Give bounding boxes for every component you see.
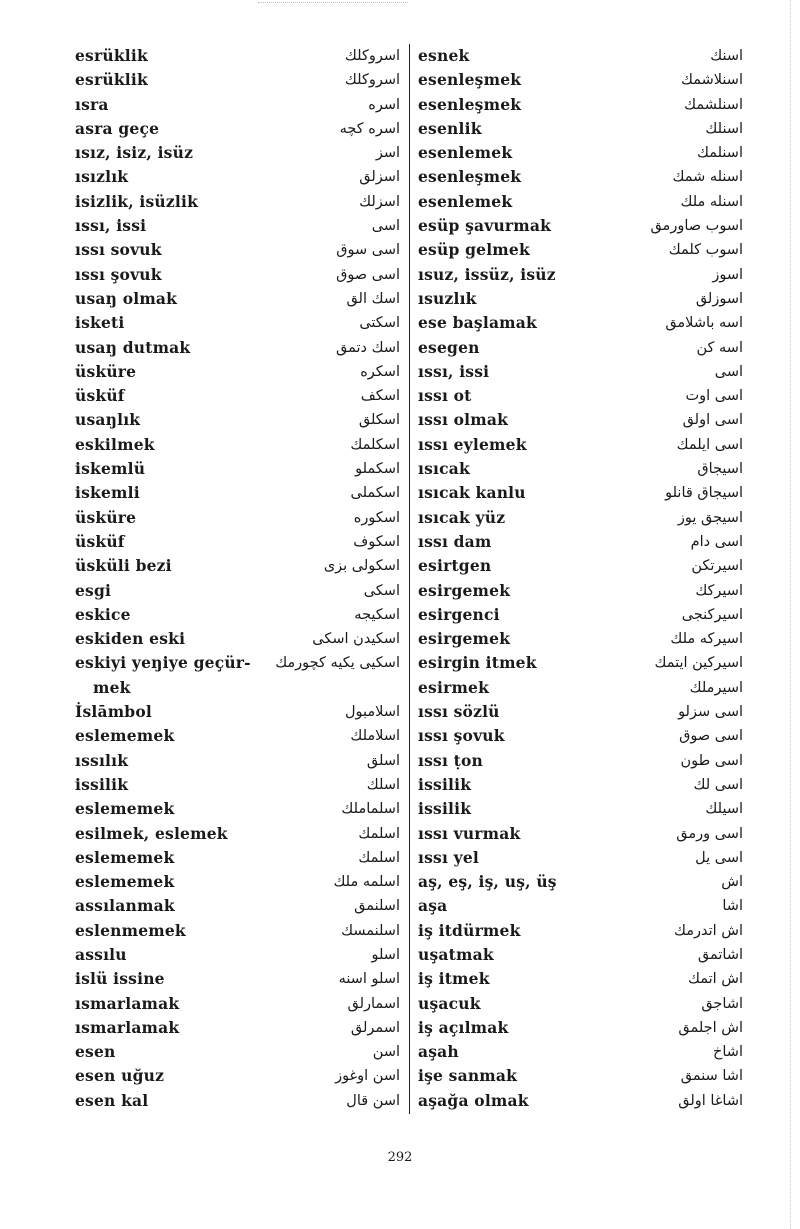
entry-arabic: اشا (722, 898, 743, 915)
entry-latin: issilik (418, 799, 472, 819)
dictionary-entry (418, 894, 743, 918)
dictionary-entry (75, 724, 400, 748)
entry-arabic: اسى صوق (679, 728, 743, 745)
entry-arabic: اسنله ملك (680, 193, 743, 210)
entry-latin: eslememek (75, 799, 175, 819)
entry-arabic: اسه باشلامق (665, 315, 743, 332)
entry-latin: esenleşmek (418, 94, 522, 114)
entry-latin: esüp gelmek (418, 240, 530, 260)
entry-latin: ıssı ṭon (418, 750, 483, 770)
entry-arabic: اسن اوغوز (335, 1068, 400, 1085)
entry-arabic: اسيجاق قانلو (665, 485, 743, 502)
dictionary-entry (418, 579, 743, 603)
entry-latin: eskilmek (75, 434, 155, 454)
column-divider (409, 44, 410, 1114)
entry-latin: iş itmek (418, 969, 490, 989)
dictionary-entry (75, 846, 400, 870)
page-number: 292 (387, 1150, 413, 1165)
entry-latin: esenlemek (418, 191, 513, 211)
dictionary-entry (75, 700, 400, 724)
dictionary-entry (75, 1089, 400, 1113)
entry-latin: ıssı olmak (418, 410, 509, 430)
entry-arabic: اسى ايلمك (676, 436, 743, 453)
entry-arabic: اسلماملك (341, 801, 400, 818)
entry-arabic: اسكتى (359, 315, 400, 332)
dictionary-entry (418, 287, 743, 311)
dictionary-entry (75, 797, 400, 821)
dictionary-entry (418, 846, 743, 870)
entry-arabic: اسلامبول (345, 704, 400, 721)
dictionary-entry (75, 676, 400, 700)
entry-arabic: اش اتدرمك (673, 922, 743, 939)
dictionary-entry (75, 822, 400, 846)
entry-arabic: اسوب كلمك (668, 242, 743, 259)
entry-latin: issilik (418, 774, 472, 794)
entry-arabic: اسلمك (358, 849, 400, 866)
entry-latin: esirgemek (418, 629, 511, 649)
dictionary-entry (75, 530, 400, 554)
dictionary-entry (418, 336, 743, 360)
entry-latin: aş, eş, iş, uş, üş (418, 872, 557, 892)
dictionary-entry (75, 627, 400, 651)
dictionary-entry (75, 773, 400, 797)
entry-arabic: اسزلك (359, 193, 400, 210)
entry-arabic: اسى اولق (682, 412, 743, 429)
dictionary-entry (75, 992, 400, 1016)
entry-latin: ısmarlamak (75, 993, 180, 1013)
entry-arabic: اسك دتمق (336, 339, 400, 356)
entry-arabic: اسيجق يوز (677, 509, 743, 526)
entry-arabic: اسه كن (696, 339, 743, 356)
dictionary-entry (418, 822, 743, 846)
dictionary-entry (75, 481, 400, 505)
entry-arabic: اسنلمك (697, 145, 743, 162)
entry-arabic: اسكى (363, 582, 400, 599)
entry-arabic: اسى (714, 363, 743, 380)
entry-latin: iskemli (75, 483, 140, 503)
entry-latin: esenleşmek (418, 70, 522, 90)
entry-latin: eslememek (75, 726, 175, 746)
entry-arabic: اسن قال (346, 1092, 400, 1109)
entry-arabic: اسمرلق (350, 1019, 400, 1036)
dictionary-entry (418, 603, 743, 627)
entry-arabic: اش اتمك (687, 971, 743, 988)
entry-arabic: اسكره (360, 363, 400, 380)
dictionary-entry (418, 238, 743, 262)
dictionary-entry (75, 238, 400, 262)
entry-latin: ısız, isiz, isüz (75, 143, 194, 163)
dictionary-entry (75, 506, 400, 530)
entry-arabic: اسكوره (353, 509, 400, 526)
dictionary-entry (418, 263, 743, 287)
entry-latin: esrüklik (75, 70, 148, 90)
entry-arabic: اسنلاشمك (681, 72, 743, 89)
entry-latin: esgi (75, 580, 112, 600)
entry-latin: esenlik (418, 118, 482, 138)
entry-latin: üsküf (75, 531, 125, 551)
right-column (418, 44, 743, 1113)
entry-arabic: اسروكلك (344, 48, 400, 64)
entry-arabic: اسيجاق (697, 461, 743, 478)
entry-latin: uşacuk (418, 993, 481, 1013)
entry-latin: assılanmak (75, 896, 175, 916)
entry-latin: ese başlamak (418, 313, 537, 333)
entry-arabic: اشا سنمق (680, 1068, 743, 1085)
dictionary-entry (75, 433, 400, 457)
entry-latin: ısmarlamak (75, 1017, 180, 1037)
entry-arabic: اسلك (366, 776, 400, 793)
entry-latin: ısızlık (75, 167, 129, 187)
dictionary-entry (418, 165, 743, 189)
entry-arabic: اسن (372, 1044, 400, 1061)
dictionary-entry (418, 919, 743, 943)
entry-arabic: اسى دام (690, 533, 743, 550)
scan-artifact (258, 2, 408, 7)
entry-arabic: اشاخ (713, 1044, 743, 1061)
entry-arabic: اسيركنجى (681, 606, 743, 623)
entry-latin: ıssı sözlü (418, 702, 500, 722)
dictionary-entry (418, 408, 743, 432)
dictionary-entry (75, 360, 400, 384)
dictionary-entry (75, 894, 400, 918)
entry-latin: isizlik, isüzlik (75, 191, 199, 211)
dictionary-entry (418, 1040, 743, 1064)
entry-latin: üsküf (75, 386, 125, 406)
entry-arabic: اسكملو (355, 461, 400, 478)
dictionary-entry (75, 165, 400, 189)
entry-latin: ısuz, issüz, isüz (418, 264, 556, 284)
entry-latin: esüp şavurmak (418, 216, 552, 236)
dictionary-entry (418, 967, 743, 991)
entry-latin: esen (75, 1042, 116, 1062)
entry-arabic: اسلنمق (354, 898, 400, 915)
entry-latin: esegen (418, 337, 480, 357)
entry-latin: esirgenci (418, 604, 500, 624)
dictionary-entry (418, 749, 743, 773)
entry-arabic: اسنلشمك (684, 96, 743, 113)
dictionary-entry (418, 481, 743, 505)
entry-arabic: اش (721, 874, 743, 891)
entry-latin: esirgin itmek (418, 653, 537, 673)
entry-latin: esen uğuz (75, 1066, 165, 1086)
entry-arabic: اسنله شمك (672, 169, 743, 186)
entry-arabic: اسلمه ملك (333, 874, 400, 891)
entry-arabic: اسكولى بزى (323, 558, 400, 575)
entry-latin: issilik (75, 774, 129, 794)
entry-arabic: اسكلق (358, 412, 400, 429)
entry-latin: ıssı dam (418, 531, 492, 551)
dictionary-entry (418, 554, 743, 578)
entry-latin: eskiyi yeŋiye geçür- (75, 653, 251, 673)
entry-arabic: اسيركه ملك (670, 631, 743, 648)
entry-latin: uşatmak (418, 944, 494, 964)
entry-arabic: اسكيى يكيه كچورمك (275, 655, 400, 672)
entry-arabic: اشاتمق (697, 946, 743, 963)
entry-arabic: اسز (375, 145, 400, 162)
dictionary-entry (418, 700, 743, 724)
dictionary-entry (75, 967, 400, 991)
entry-arabic: اسوز (712, 266, 743, 283)
entry-arabic: اسروكلك (344, 72, 400, 89)
dictionary-entry (75, 190, 400, 214)
entry-arabic: اسلنمسك (341, 922, 400, 939)
entry-arabic: اسوزلق (695, 290, 743, 307)
dictionary-entry (418, 651, 743, 675)
dictionary-entry (75, 117, 400, 141)
entry-latin: ıssı şovuk (75, 264, 162, 284)
entry-latin: islü issine (75, 969, 165, 989)
dictionary-entry (418, 992, 743, 1016)
entry-latin: esirmek (418, 677, 490, 697)
entry-arabic: اسكف (360, 388, 400, 405)
dictionary-entry (75, 141, 400, 165)
entry-latin: asra geçe (75, 118, 160, 138)
entry-arabic: اسى يل (695, 849, 743, 866)
entry-latin: isketi (75, 313, 125, 333)
dictionary-entry (75, 919, 400, 943)
dictionary-entry (418, 190, 743, 214)
entry-latin: İslāmbol (75, 702, 152, 722)
dictionary-entry (75, 579, 400, 603)
entry-latin: ısuzlık (418, 288, 477, 308)
entry-latin: esenlemek (418, 143, 513, 163)
dictionary-entry (418, 433, 743, 457)
entry-arabic: اسكوف (353, 533, 400, 550)
entry-latin: üsküre (75, 361, 137, 381)
entry-latin: eslememek (75, 872, 175, 892)
entry-latin: üsküli bezi (75, 556, 172, 576)
entry-arabic: اسيركين ايتمك (654, 655, 743, 672)
dictionary-entry (418, 943, 743, 967)
entry-latin: üsküre (75, 507, 137, 527)
dictionary-entry (418, 360, 743, 384)
entry-latin: eskiden eski (75, 629, 186, 649)
entry-arabic: اسكيدن اسكى (312, 631, 400, 648)
entry-latin: ıssı, issi (418, 361, 490, 381)
entry-latin: ıssı sovuk (75, 240, 162, 260)
entry-arabic: اسكملى (350, 485, 400, 502)
dictionary-entry (75, 384, 400, 408)
entry-arabic: اسلو اسنه (338, 971, 400, 988)
dictionary-entry (75, 336, 400, 360)
entry-arabic: اسره كچه (339, 120, 400, 137)
entry-latin: usaŋ olmak (75, 288, 178, 308)
entry-latin: iş açılmak (418, 1017, 509, 1037)
dictionary-entry (75, 749, 400, 773)
entry-latin: ıssı, issi (75, 216, 147, 236)
entry-arabic: اسوب صاورمق (650, 218, 743, 235)
entry-latin: iş itdürmek (418, 920, 521, 940)
entry-arabic: اسلو (371, 946, 400, 963)
dictionary-entry (418, 117, 743, 141)
left-column (75, 44, 400, 1113)
dictionary-entry (418, 724, 743, 748)
dictionary-entry (75, 943, 400, 967)
dictionary-entry (75, 603, 400, 627)
entry-arabic: اشاجق (701, 995, 743, 1012)
entry-arabic: اسزلق (359, 169, 400, 186)
entry-arabic: اسى لك (693, 776, 743, 793)
entry-latin: mek (93, 677, 131, 697)
entry-latin: esirgemek (418, 580, 511, 600)
entry-latin: ısıcak yüz (418, 507, 506, 527)
dictionary-entry (418, 506, 743, 530)
dictionary-entry (75, 1016, 400, 1040)
entry-latin: ısra (75, 94, 109, 114)
entry-arabic: اسى سزلو (678, 704, 743, 721)
dictionary-entry (418, 1064, 743, 1088)
entry-latin: ıssı yel (418, 847, 479, 867)
dictionary-entry (75, 44, 400, 68)
entry-latin: eskice (75, 604, 131, 624)
entry-arabic: اسيرتكن (691, 558, 743, 575)
dictionary-entry (418, 93, 743, 117)
entry-latin: aşah (418, 1042, 459, 1062)
entry-arabic: اسنك (710, 48, 743, 64)
entry-latin: ıssı ot (418, 386, 472, 406)
entry-arabic: اسلاملك (350, 728, 400, 745)
entry-arabic: اسى صوق (336, 266, 400, 283)
dictionary-entry (418, 530, 743, 554)
dictionary-entry (75, 1040, 400, 1064)
entry-latin: esilmek, eslemek (75, 823, 228, 843)
dictionary-entry (418, 676, 743, 700)
entry-latin: aşa (418, 896, 448, 916)
entry-latin: eslenmemek (75, 920, 186, 940)
dictionary-entry (75, 1064, 400, 1088)
entry-arabic: اسكلمك (350, 436, 400, 453)
dictionary-entry (75, 457, 400, 481)
dictionary-entry (75, 68, 400, 92)
entry-arabic: اسى (371, 218, 400, 235)
entry-latin: assılu (75, 944, 127, 964)
dictionary-entry (418, 627, 743, 651)
entry-latin: esen kal (75, 1090, 149, 1110)
entry-arabic: اش اجلمق (678, 1019, 743, 1036)
entry-arabic: اسى اوت (685, 388, 743, 405)
entry-latin: işe sanmak (418, 1066, 518, 1086)
dictionary-entry (418, 311, 743, 335)
dictionary-entry (75, 870, 400, 894)
entry-latin: ıssılık (75, 750, 129, 770)
dictionary-entry (418, 141, 743, 165)
dictionary-entry (75, 554, 400, 578)
entry-latin: ıssı eylemek (418, 434, 527, 454)
entry-latin: ıssı vurmak (418, 823, 521, 843)
entry-arabic: اسى طون (680, 752, 743, 769)
entry-latin: esnek (418, 46, 470, 65)
dictionary-entry (418, 44, 743, 68)
entry-arabic: اسك الق (346, 290, 400, 307)
dictionary-entry (418, 68, 743, 92)
entry-arabic: اسنلك (705, 120, 743, 137)
entry-latin: ıssı şovuk (418, 726, 505, 746)
entry-arabic: اسمارلق (347, 995, 400, 1012)
entry-arabic: اسكيجه (354, 606, 400, 623)
entry-arabic: اسيلك (705, 801, 743, 818)
entry-latin: aşağa olmak (418, 1090, 529, 1110)
entry-arabic: اسيرملك (689, 679, 743, 696)
dictionary-entry (418, 457, 743, 481)
entry-arabic: اسلق (366, 752, 400, 769)
entry-arabic: اسى سوق (336, 242, 400, 259)
dictionary-entry (418, 1016, 743, 1040)
page-edge (790, 0, 792, 1229)
entry-arabic: اسره (368, 96, 400, 113)
entry-latin: ısıcak (418, 459, 470, 479)
entry-arabic: اسى ورمق (676, 825, 743, 842)
entry-latin: usaŋlık (75, 410, 141, 430)
entry-arabic: اسيركك (695, 582, 743, 599)
dictionary-entry (75, 287, 400, 311)
dictionary-entry (418, 870, 743, 894)
dictionary-entry (418, 1089, 743, 1113)
entry-latin: eslememek (75, 847, 175, 867)
dictionary-entry (75, 408, 400, 432)
entry-latin: ısıcak kanlu (418, 483, 526, 503)
dictionary-entry (418, 773, 743, 797)
dictionary-entry (418, 797, 743, 821)
entry-latin: esenleşmek (418, 167, 522, 187)
entry-latin: esrüklik (75, 46, 148, 65)
entry-latin: iskemlü (75, 459, 146, 479)
dictionary-entry (75, 651, 400, 675)
dictionary-entry (75, 214, 400, 238)
entry-arabic: اسلمك (358, 825, 400, 842)
dictionary-entry (75, 311, 400, 335)
dictionary-entry (75, 93, 400, 117)
dictionary-entry (418, 214, 743, 238)
dictionary-entry (418, 384, 743, 408)
dictionary-entry (75, 263, 400, 287)
entry-arabic: اشاغا اولق (678, 1092, 743, 1109)
entry-latin: esirtgen (418, 556, 492, 576)
entry-latin: usaŋ dutmak (75, 337, 191, 357)
